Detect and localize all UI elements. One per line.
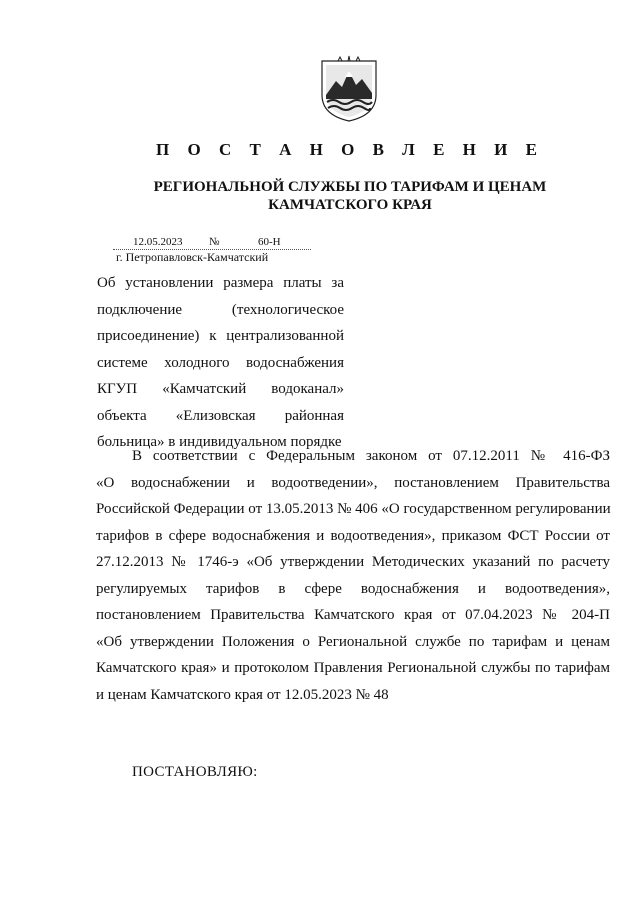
subject-line: КГУП «Камчатский водоканал»	[97, 381, 344, 397]
issuer-line-2: КАМЧАТСКОГО КРАЯ	[268, 197, 432, 213]
preamble-line: «О водоснабжении и водоотведении», постановлением Правительства	[96, 474, 610, 491]
document-title: П О С Т А Н О В Л Е Н И Е	[156, 140, 544, 159]
coat-of-arms-icon	[318, 55, 380, 123]
preamble-line: Камчатского края» и протоколом Правления Региональной службы по тарифам	[96, 660, 610, 676]
subject-line: системе холодного водоснабжения	[97, 354, 344, 371]
subject-line: подключение (технологическое	[97, 301, 344, 318]
subject-line: Об установлении размера платы за	[97, 275, 344, 291]
document-subject	[97, 270, 344, 456]
preamble-line: и ценам Камчатского края от 12.05.2023 № 48	[96, 686, 389, 703]
preamble-line: Российской Федерации от 13.05.2013 № 406 «О государственном регулировании	[96, 501, 611, 517]
resolve-heading: ПОСТАНОВЛЯЮ:	[132, 764, 258, 780]
preamble-line: В соответствии с Федеральным законом от 07.12.2011 № 416-ФЗ	[132, 448, 610, 464]
preamble-line: «Об утверждении Положения о Региональной службе по тарифам и ценам	[96, 633, 610, 650]
document-date-number-line	[113, 235, 311, 250]
subject-line: присоединение) к централизованной	[97, 328, 344, 344]
document-number: 60-Н	[258, 236, 281, 248]
subject-line: объекта «Елизовская районная	[97, 407, 344, 424]
subject-line: больница» в индивидуальном порядке	[97, 434, 342, 450]
preamble-line: регулируемых тарифов в сфере водоснабжения и водоотведения»,	[96, 580, 610, 597]
preamble-paragraph	[96, 443, 610, 708]
document-date: 12.05.2023	[133, 236, 183, 248]
document-city: г. Петропавловск-Камчатский	[116, 250, 269, 264]
preamble-line: постановлением Правительства Камчатского края от 07.04.2023 № 204-П	[96, 607, 610, 623]
issuer-line-1: РЕГИОНАЛЬНОЙ СЛУЖБЫ ПО ТАРИФАМ И ЦЕНАМ	[153, 179, 547, 195]
preamble-line: тарифов в сфере водоснабжения и водоотведения», приказом ФСТ России от	[96, 527, 610, 544]
preamble-line: 27.12.2013 № 1746-э «Об утверждении Методических указаний по расчету	[96, 554, 610, 570]
number-sign: №	[209, 236, 220, 248]
